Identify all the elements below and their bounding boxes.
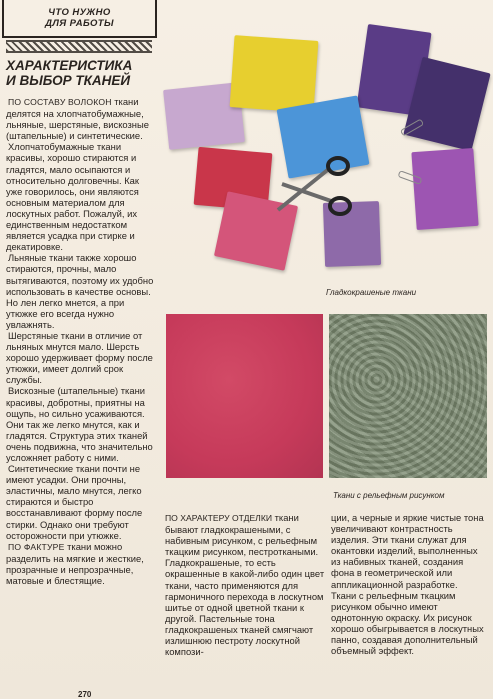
left-paragraph-caps: ПО ФАКТУРЕ bbox=[8, 541, 65, 552]
left-paragraph bbox=[6, 541, 156, 586]
swatch-yellow bbox=[230, 35, 319, 113]
left-paragraph-caps: ПО СОСТАВУ ВОЛОКОН bbox=[8, 97, 112, 107]
left-paragraph-text: Льняные ткани также хорошо стираются, прочны, мало вытягиваются, поэтому их удобно использовать в качестве основы. Но лен легко мнется, а при утюжке его всегда нужно увлажнять. bbox=[6, 252, 154, 330]
middle-text: ткани бывают гладкокрашеными, с набивным рисунком, с рельефным ткацким рисунком, пестроткаными. Гладкокрашеные, то есть окрашенные в какой-либо один цвет ткани, часто применяются для гармоничного перехода в лоскутном шитье от одной цветной ткани к другой. Пастельные тона гладкокрашеных тканей смягчают излишнюю пестроту лоскутной компози- bbox=[165, 512, 325, 658]
right-paragraph-1: ции, а черные и яркие чистые тона увеличивают контрастность изделия. Эти ткани служат для окантовки изделий, выполненных из набивных тканей, создания фона в геометрической или аппликационной разработке. bbox=[331, 512, 484, 590]
left-paragraph-text: ткани делятся на хлопчатобумажные, льняные, шерстяные, вискозные (штапельные) и синтетические. bbox=[6, 96, 149, 142]
scissors-icon bbox=[272, 154, 352, 224]
left-column bbox=[6, 96, 156, 586]
left-paragraph bbox=[6, 330, 156, 385]
right-column bbox=[331, 512, 489, 656]
left-paragraph bbox=[6, 96, 156, 141]
left-paragraph bbox=[6, 385, 156, 463]
right-paragraph-2: Ткани с рельефным ткацким рисунком обычно имеют однотонную окраску. Их рисунок хорошо обыгрывается в лоскутных панно, создавая дополнительный объемный эффект. bbox=[331, 589, 484, 657]
article-heading bbox=[6, 58, 158, 88]
heading-line2: И ВЫБОР ТКАНЕЙ bbox=[6, 73, 131, 88]
relief-caption: Ткани с рельефным рисунком bbox=[333, 491, 445, 500]
middle-paragraph bbox=[165, 512, 328, 657]
page-number: 270 bbox=[78, 690, 92, 699]
left-paragraph bbox=[6, 463, 156, 541]
left-paragraph-text: Вискозные (штапельные) ткани красивы, добротны, приятны на ощупь, но сильно усаживаются. Они так же легко мнутся, как и гладятся. Структура этих тканей очень подвижна, что значительно усложняет работу с ними. bbox=[6, 385, 153, 463]
red-fabric-sample bbox=[166, 314, 323, 478]
swatch-violet bbox=[411, 148, 478, 230]
middle-column bbox=[165, 512, 328, 657]
fabric-swatches-photo bbox=[162, 24, 490, 286]
left-paragraph-text: Хлопчатобумажные ткани красивы, хорошо стираются и гладятся, мало осыпаются и относительно долговечны. Как уже говорилось, они являются основным материалом для лоскутных работ. Пожалуй, их единственным недостатком является усадка при стирке и декатировке. bbox=[6, 141, 139, 253]
relief-fabric-sample bbox=[329, 314, 487, 478]
left-paragraph bbox=[6, 141, 156, 252]
decorative-border bbox=[6, 40, 152, 53]
photo-caption: Гладкокрашеные ткани bbox=[326, 288, 417, 297]
left-paragraph-text: ткани можно разделить на мягкие и жесткие, прозрачные и непрозрачные, матовые и блестящие. bbox=[6, 540, 144, 587]
left-paragraph-text: Синтетические ткани почти не имеют усадки. Они прочны, эластичны, мало мнутся, легко стираются и быстро восстанавливают форму после стирки. Однако они требуют осторожности при утюжке. bbox=[6, 463, 143, 541]
section-label-line2: ДЛЯ РАБОТЫ bbox=[45, 18, 114, 29]
left-paragraph bbox=[6, 252, 156, 330]
heading-line1: ХАРАКТЕРИСТИКА bbox=[6, 58, 133, 73]
left-paragraph-text: Шерстяные ткани в отличие от льняных мнутся мало. Шерсть хорошо удерживает форму после утюжки, имеет долгий срок службы. bbox=[6, 329, 153, 386]
middle-caps: ПО ХАРАКТЕРУ ОТДЕЛКИ bbox=[165, 513, 273, 523]
section-label-line1: ЧТО НУЖНО bbox=[48, 7, 111, 18]
section-label-box bbox=[2, 0, 157, 38]
